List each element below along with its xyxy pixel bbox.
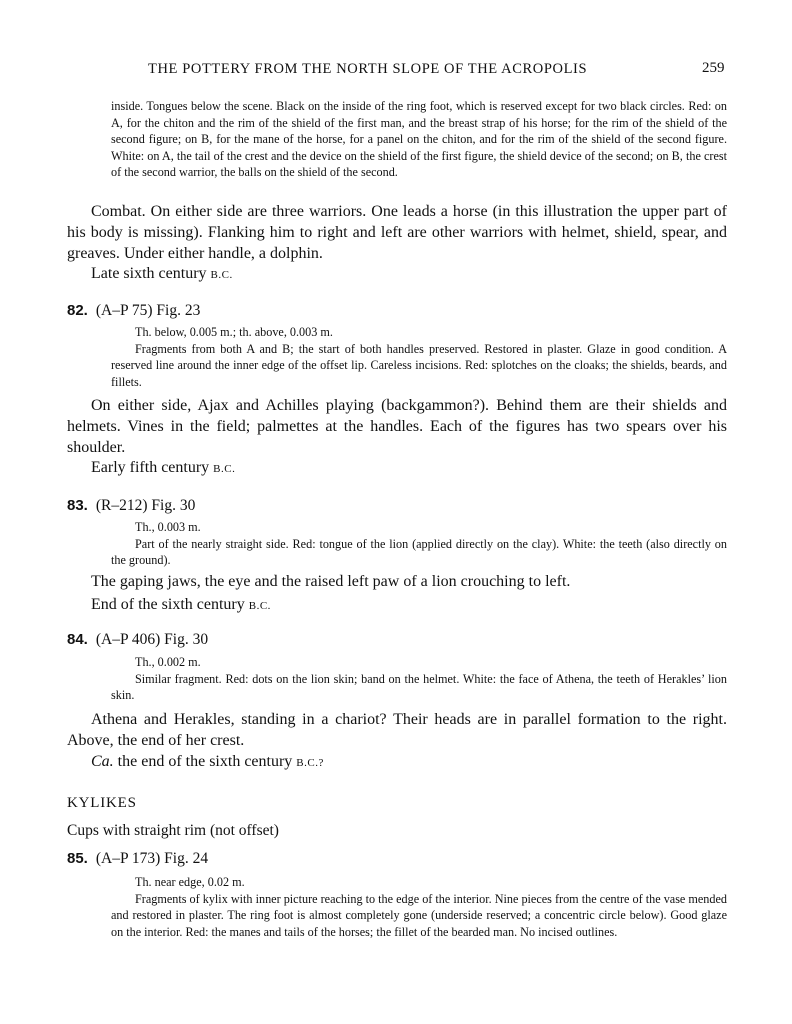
entry-85-note-text: Fragments of kylix with inner picture reaching to the edge of the interior. Nine pieces from the centre of the vase mended and restored in plaster. The ring foot is almost completely gone (underside reserved; a concentric circle below). Good glaze on the interior. Red: the manes and tails of the horses; the fillet of the bearded man. No incised outlines. [111,891,727,939]
entry-83-date [91,596,271,614]
combat-description-text: Combat. On either side are three warriors. One leads a horse (in this illustration the upper part of his body is missing). Flanking him to right and left are other warriors with helmet, shield, spear, and greaves. Under either handle, a dolphin. [67,203,727,262]
entry-85-ref: (A–P 173) Fig. 24 [95,850,209,867]
entry-84-note [111,654,727,704]
entry-83-heading [67,497,195,515]
combat-date-text: Late sixth century [91,265,211,282]
entry-82-heading [67,302,200,320]
entry-83-ref: (R–212) Fig. 30 [95,497,196,514]
entry-85-note [111,874,727,940]
entry-82-ref: (A–P 75) Fig. 23 [95,302,201,319]
entry-82-number: 82. [67,302,88,319]
entry-83-measure: Th., 0.003 m. [135,520,201,534]
entry-84-note-text: Similar fragment. Red: dots on the lion skin; band on the helmet. White: the face of Athena, the teeth of Herakles’ lion skin. [111,671,727,703]
entry-85-number: 85. [67,850,88,867]
combat-date [91,265,233,283]
entry-82-description [67,396,727,458]
entry-84-date [91,753,324,771]
combat-description [67,202,727,264]
entry-83-note-text: Part of the nearly straight side. Red: tongue of the lion (applied directly on the clay). White: the teeth (also directly on the ground). [111,536,727,568]
entry-82-date [91,459,235,477]
combat-date-era: B.C. [210,269,233,281]
entry-84-measure: Th., 0.002 m. [135,655,201,669]
entry-82-measure: Th. below, 0.005 m.; th. above, 0.003 m. [135,325,333,339]
entry-84-heading [67,631,208,649]
continued-note [111,98,727,181]
entry-84-date-era: B.C.? [296,757,324,769]
entry-83-number: 83. [67,497,88,514]
entry-84-date-text: the end of the sixth century [113,753,297,770]
entry-82-note [111,324,727,390]
entry-83-description-text: The gaping jaws, the eye and the raised left paw of a lion crouching to left. [91,573,571,590]
entry-82-date-era: B.C. [213,463,236,475]
page-number: 259 [702,60,725,76]
entry-84-description [67,710,727,752]
entry-84-date-prefix: Ca. [91,753,114,770]
entry-82-note-text: Fragments from both A and B; the start of both handles preserved. Restored in plaster. Glaze in good condition. A reserved line around the inner edge of the offset lip. Careless incisions. Red: splotches on the cloaks; the shields, beards, and fillets. [111,341,727,389]
entry-85-heading [67,850,208,868]
entry-82-description-text: On either side, Ajax and Achilles playing (backgammon?). Behind them are their shields and helmets. Vines in the field; palmettes at the handles. Each of the figures has two spears over his shoulder. [67,397,727,456]
entry-83-description [91,573,570,591]
entry-85-measure: Th. near edge, 0.02 m. [135,875,245,889]
entry-82-date-text: Early fifth century [91,459,214,476]
entry-83-note [111,519,727,569]
entry-83-date-text: End of the sixth century [91,596,249,613]
entry-84-description-text: Athena and Herakles, standing in a chariot? Their heads are in parallel formation to the right. Above, the end of her crest. [67,711,727,749]
section-title: KYLIKES [67,795,137,811]
continued-note-text: inside. Tongues below the scene. Black on the inside of the ring foot, which is reserved except for two black circles. Red: on A, for the chiton and the rim of the shield of the first man, and the breast strap of his horse; for the rim of the shield of the second figure; on B, for the mane of the horse, for a panel on the chiton, and for the rim of the shield of the second figure. White: on A, the tail of the crest and the device on the shield of the first figure, the shield device of the second; on B, the crest of the second warrior, the balls on the shield of the second. [111,99,727,180]
entry-84-ref: (A–P 406) Fig. 30 [95,631,209,648]
entry-84-number: 84. [67,631,88,648]
running-title: THE POTTERY FROM THE NORTH SLOPE OF THE ACROPOLIS [148,61,588,77]
section-subtitle: Cups with straight rim (not offset) [67,822,279,839]
entry-83-date-era: B.C. [248,600,271,612]
